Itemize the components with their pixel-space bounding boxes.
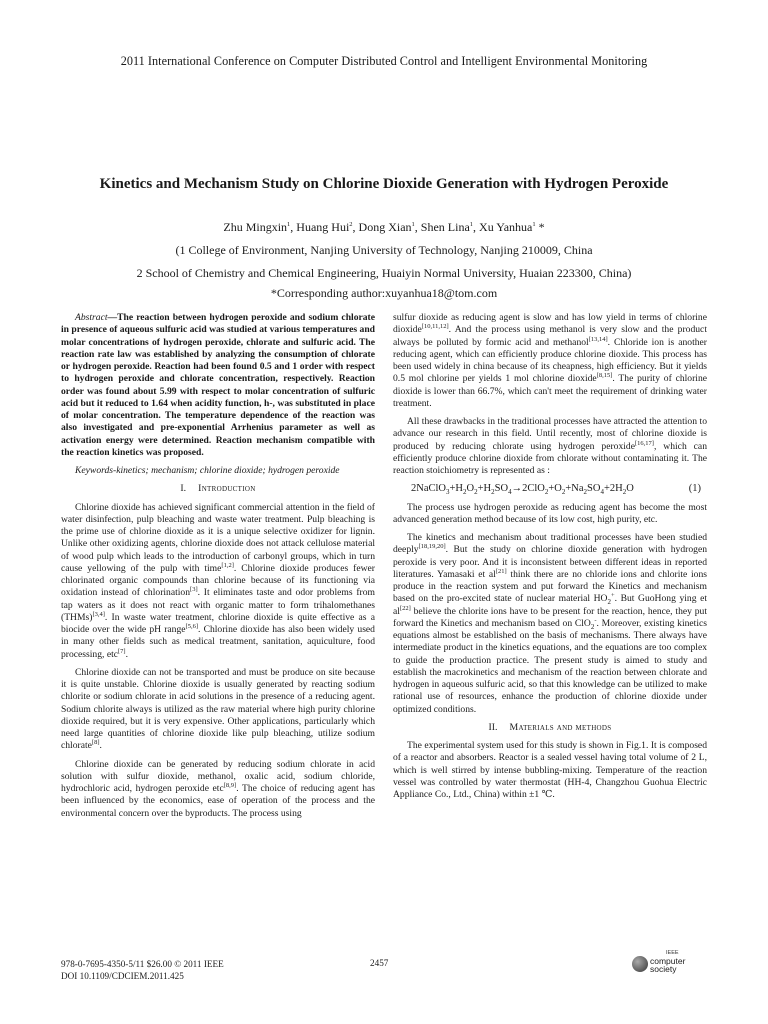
- section-number: II.: [488, 721, 498, 733]
- left-column: [61, 312, 375, 826]
- footer-left: [61, 958, 224, 982]
- conference-header: 2011 International Conference on Computer Distributed Control and Intelligent Environmental Monitoring: [120, 54, 648, 68]
- intro-paragraph-3-cont: sulfur dioxide as reducing agent is slow and has low yield in terms of chlorine dioxide[10,11,12]. And the process using methanol is very slow and the product always be polluted by formic acid and methanol[13,14]. Chloride ion is another reducing agent, which can efficiently produce chlorine dioxide. This process has been used widely in china because of its cheapness, high efficiency. But it yields 0.5 mol chlorine per yields 1 mol chlorine dioxide[8,15]. The purity of chlorine dioxide is lower than 66.7%, which can't meet the requirement of drinking water treatment.: [393, 312, 708, 409]
- doi-line: DOI 10.1109/CDCIEM.2011.425: [61, 971, 184, 981]
- abstract-text: —The reaction between hydrogen peroxide and sodium chlorate in presence of aqueous sulfuric acid was studied at various temperatures and molar concentrations of hydrogen peroxide, chlorate and sulfuric acid. The reaction rate law was established by analyzing the consumption of chlorate or hydrogen peroxide. Reaction had been found 0.5 and 1 order with respect to hydrogen peroxide and chlorate concentration, respectively. Reaction order was found about 5.99 with respect to molar concentration of sulfuric acid but it reduced to 1.64 when acidity function, h-, was substituted in place of molar concentration. The temperature dependence of the reaction was also investigated and pre-exponential Arrhenius parameter as well as activation energy were determined. Reaction mechanism compatible with the reaction kinetics was proposed.: [61, 312, 375, 458]
- page-number: 2457: [370, 958, 389, 968]
- author-list: Zhu Mingxin$^1$, Huang Hui$^2$, Dong Xian$^1$, Shen Lina$^1$, Xu Yanhua$^1$ *: [223, 220, 545, 234]
- equation-number: (1): [688, 483, 701, 495]
- equation-1: [411, 483, 701, 495]
- equation-body: $2NaClO_3+H_2O_2+H_2SO_4\to 2ClO_2+O_2+Na_2SO_4+2H_2O$: [411, 483, 634, 497]
- paper-title: Kinetics and Mechanism Study on Chlorine Dioxide Generation with Hydrogen Peroxide: [99, 176, 669, 192]
- section-heading-introduction: [61, 483, 375, 495]
- logo-ieee-text: IEEE: [666, 950, 679, 956]
- section-heading-materials: [393, 722, 707, 734]
- intro-paragraph-1: Chlorine dioxide has achieved significant commercial attention in the field of water disinfection, pulp bleaching and waste water treatment. Pulp bleaching is the prime use of chlorine dioxide as it is a unique selective oxidizer for lignin. Unlike other oxidizing agents, chlorine dioxide does not attack cellulose material of wood pulp which leads to the introduction of carbonyl groups, which in turn cause yellowing of the pulp with time[1,2]. Chlorine dioxide produces fewer chlorinated organic compounds than chlorine because of its functioning via oxidation instead of chlorination[3]. It eliminates taste and odor problems from tap waters as it does not react with organic matter to form trihalomethanes (THMs)[3,4]. In waste water treatment, chlorine dioxide is quite effective as a biocide over the wide pH range[5,6]. Chlorine dioxide has also been widely used in many other fields such as medical treatment, sanitation, aquiculture, food processing, etc[7].: [61, 501, 375, 660]
- logo-line-1: computer: [650, 956, 686, 966]
- intro-paragraph-5: The process use hydrogen peroxide as reducing agent has become the most advanced generation method because of its low cost, high purity, etc.: [393, 501, 707, 525]
- abstract-lead: Abstract: [75, 312, 108, 323]
- section-title: Materials and methods: [509, 721, 612, 733]
- intro-paragraph-2: Chlorine dioxide can not be transported and must be produce on site because it is quite unstable. Chlorine dioxide is usually generated by reacting sodium chlorite or sodium chlorate in acid solutions in the presence of a reducing agent. Sodium chlorite always is utilized as the raw material where high purity chlorine dioxide required, but it is very expensive. Other applications, particularly which need large quantities of chlorine dioxide like pulp bleaching, utilize sodium chlorate[8].: [61, 666, 375, 752]
- intro-paragraph-6: The kinetics and mechanism about traditional processes have been studied deeply[18,19,20]. But the study on chlorine dioxide generation with hydrogen peroxide is very poor. And it is inconsistent between different ideas in reported literatures. Yamasaki et al[21] think there are no chloride ions and chlorite ions produce in the reaction system and put forward the Kinetics and mechanism based on the pro-excited state of nuclear material $HO_2^+$. But GuoHong ying et al[22] believe the chlorite ions have to be present for the reaction, hence, they put forward the Kinetics and mechanism based on ClO$_2$-. Moreover, existing kinetics equations almost be established on the basis of mechanisms. There always have intermediate product in the kinetics equations, and the equations are too complex to guide the production practice. The present study is aimed to study and establish the macrokinetics and mechanism of the reaction between chlorate and hydrogen in aqueous sulfuric acid, so that this knowledge can be utilized to make rational use of resources, enhance the production of chlorine dioxide under optimized conditions.: [393, 532, 708, 715]
- corresponding-author: *Corresponding author:xuyanhua18@tom.com: [270, 286, 498, 300]
- intro-paragraph-3: Chlorine dioxide can be generated by reducing sodium chlorate in acid solution with sulfur dioxide, methanol, oxalic acid, sodium chloride, hydrochloric acid, hydrogen peroxide etc[8,9]. The choice of reducing agent has been influenced by the economics, ease of operation of the process and the environmental concern over the byproducts. The process using: [61, 758, 375, 819]
- affiliation-2: 2 School of Chemistry and Chemical Engineering, Huaiyin Normal University, Huaian 223300, China): [136, 266, 632, 280]
- keywords: Keywords-kinetics; mechanism; chlorine dioxide; hydrogen peroxide: [75, 465, 340, 476]
- section-number: I.: [180, 483, 187, 495]
- section-title: Introduction: [198, 483, 256, 495]
- globe-icon: [632, 956, 648, 972]
- affiliation-1: (1 College of Environment, Nanjing University of Technology, Nanjing 210009, China: [175, 243, 593, 257]
- intro-paragraph-4: All these drawbacks in the traditional processes have attracted the attention to advance our research in this field. Until recently, most of chlorine dioxide is produced by reducing chlorate using hydrogen peroxide[16,17], which can efficiently produce chlorine dioxide from chlorate without contaminating it. The reaction stoichiometry is represented as :: [393, 416, 707, 476]
- isbn-line: 978-0-7695-4350-5/11 $26.00 © 2011 IEEE: [61, 959, 224, 969]
- abstract: [61, 312, 375, 459]
- right-column: [393, 312, 707, 807]
- ieee-computer-society-logo: [630, 950, 700, 980]
- logo-line-2: society: [650, 964, 677, 974]
- methods-paragraph-1: The experimental system used for this study is shown in Fig.1. It is composed of a reactor and absorbers. Reactor is a sealed vessel having total volume of 2 L, which is well stirred by intense bubbling-mixing. Temperature of the reaction vessel was controlled by water thermostat (HH-4, Changzhou Guohua Electric Appliance Co., Ltd., China) within ±1 ℃.: [393, 740, 707, 800]
- logo-text: [650, 957, 685, 973]
